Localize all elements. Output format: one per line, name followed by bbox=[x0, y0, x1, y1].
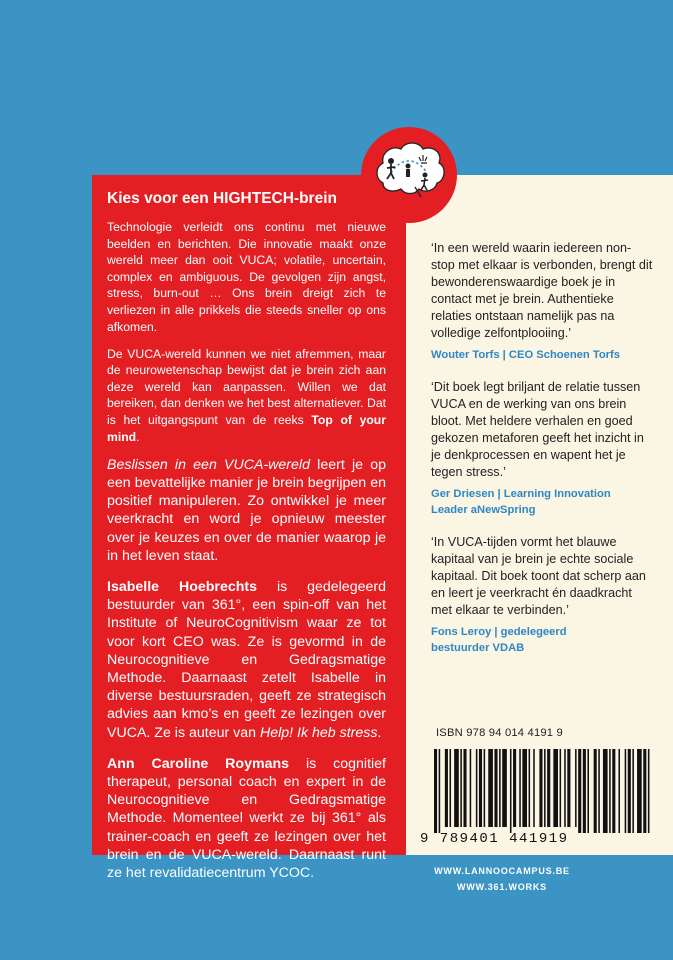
barcode-bar bbox=[632, 749, 634, 833]
book-paragraph: Beslissen in een VUCA-wereld leert je op een bevattelijke manier je brein begrijpen en positief manipuleren. Zo ontwikkel je meer veerkracht en word je opnieuw meester over je keuzes en over de manier waarop je in het leven staat. bbox=[107, 456, 386, 564]
barcode-bar bbox=[625, 749, 627, 833]
barcode-bar bbox=[454, 749, 459, 827]
other-book-title: Help! Ik heb stress bbox=[259, 724, 378, 741]
barcode-bar bbox=[583, 749, 586, 833]
barcode-bar bbox=[499, 749, 501, 827]
barcode-bar bbox=[533, 749, 535, 827]
barcode-bar bbox=[578, 749, 581, 833]
barcode-bar bbox=[643, 749, 646, 833]
quote-attribution: Ger Driesen | Learning Innovation Leader aNewSpring bbox=[431, 488, 611, 516]
barcode-bar bbox=[488, 749, 493, 827]
barcode-bar bbox=[476, 749, 478, 827]
barcode-bar bbox=[544, 749, 546, 827]
barcode-bar bbox=[513, 749, 516, 827]
website-link-lannoocampus[interactable]: WWW.LANNOOCAMPUS.BE bbox=[434, 866, 570, 876]
quote-attribution: Wouter Torfs | CEO Schoenen Torfs bbox=[431, 349, 620, 361]
barcode-bar bbox=[598, 749, 600, 833]
barcode-bar bbox=[618, 749, 620, 833]
barcode-bar bbox=[603, 749, 608, 833]
barcode-bar bbox=[522, 749, 527, 827]
barcode-bar bbox=[560, 749, 562, 827]
series-name: Top of your mind bbox=[107, 413, 386, 444]
barcode-bar bbox=[460, 749, 462, 827]
quote-text: ‘In een wereld waarin iedereen non-stop met elkaar is verbonden, brengt dit bewonderenswaardige boek je in contact met je brein. Authentieke relaties ontstaan namelijk pas na volledige zelfontplooiing.’ bbox=[431, 241, 653, 340]
website-link-361[interactable]: WWW.361.WORKS bbox=[457, 882, 547, 892]
barcode-bar bbox=[648, 749, 650, 833]
barcode-number: 9 789401 441919 bbox=[420, 831, 569, 847]
barcode-bar bbox=[539, 749, 542, 827]
barcode-bar bbox=[470, 749, 472, 827]
barcode-bar bbox=[529, 749, 531, 827]
barcode-icon bbox=[420, 745, 660, 835]
barcode-bar bbox=[637, 749, 642, 833]
barcode-bar bbox=[510, 749, 512, 833]
quotes-column bbox=[431, 240, 653, 672]
barcode-bar bbox=[439, 749, 441, 833]
barcode-bar bbox=[575, 749, 577, 827]
barcode-bar bbox=[445, 749, 448, 827]
brain-logo-icon bbox=[361, 127, 457, 223]
barcode-bar bbox=[547, 749, 550, 827]
barcode-bar bbox=[628, 749, 631, 833]
barcode-bar bbox=[463, 749, 466, 827]
barcode-bar bbox=[553, 749, 558, 827]
quote-text: ‘In VUCA-tijden vormt het blauwe kapitaal van je brein je echte sociale kapitaal. Dit boek toont dat scherp aan en leert je veerkracht én daadkracht met elkaar te verbinden.’ bbox=[431, 535, 646, 617]
barcode-bar bbox=[434, 749, 437, 833]
author-bio-2: Ann Caroline Roymans is cognitief therapeut, personal coach en expert in de Neurocognitieve en Gedragsmatige Methode. Momenteel werkt ze bij 361° als trainer-coach en geeft ze lezingen over het brein en de VUCA-wereld. Daarnaast runt ze het revalidatiecentrum YCOC. bbox=[107, 755, 386, 881]
barcode-bar bbox=[494, 749, 497, 827]
barcode-bar bbox=[567, 749, 570, 827]
section-heading: Kies voor een HIGHTECH-brein bbox=[107, 190, 337, 207]
barcode-bar bbox=[519, 749, 521, 827]
barcode-bar bbox=[484, 749, 486, 827]
description-column bbox=[107, 219, 386, 895]
quote-text: ‘Dit boek legt briljant de relatie tussen VUCA en de werking van ons brein bloot. Met heldere verhalen en goed gekozen metaforen geeft het inzicht in je denkprocessen en wapent het je tegen stress.’ bbox=[431, 380, 644, 479]
barcode-bar bbox=[479, 749, 482, 827]
barcode-bar bbox=[612, 749, 615, 833]
barcode-bar bbox=[450, 749, 452, 827]
book-title: Beslissen in een VUCA-wereld bbox=[107, 456, 310, 473]
author-name-1: Isabelle Hoebrechts bbox=[107, 578, 258, 595]
barcode-bar bbox=[609, 749, 611, 833]
barcode-bar bbox=[594, 749, 597, 833]
author-name-2: Ann Caroline Roymans bbox=[107, 755, 290, 772]
intro-paragraph-1: Technologie verleidt ons continu met nieuwe beelden en berichten. Die innovatie maakt onze wereld meer dan ooit VUCA; volatile, uncertain, complex en ambiguous. De gevolgen zijn angst, stress, burn-out … Ons brein dreigt zich te verliezen in alle prikkels die steeds sneller op ons afkomen. bbox=[107, 220, 386, 334]
barcode-bar bbox=[502, 749, 507, 827]
author-bio-1: Isabelle Hoebrechts is gedelegeerd bestuurder van 361°, een spin-off van het Institute of NeuroCognitivism waar ze tot voor kort CEO was. Ze is gevormd in de Neurocognitieve en Gedragsmatige Methode. Daarnaast zetelt Isabelle in diverse bestuursraden, geeft ze strategisch advies aan kmo’s en geeft ze lezingen over VUCA. Ze is auteur van Help! Ik heb stress. bbox=[107, 578, 386, 741]
isbn-label: ISBN 978 94 014 4191 9 bbox=[436, 727, 563, 739]
barcode-bar bbox=[564, 749, 566, 827]
quote-attribution: Fons Leroy | gedelegeerd bestuurder VDAB bbox=[431, 626, 567, 654]
intro-paragraph-2: De VUCA-wereld kunnen we niet afremmen, maar de neurowetenschap bewijst dat je brein zich aan deze wereld kan aanpassen. Willen we dat bereiken, dan denken we het best alternatiever. Dat is het uitgangspunt van de reeks Top of your mind. bbox=[107, 346, 386, 444]
barcode-bar bbox=[587, 749, 589, 833]
